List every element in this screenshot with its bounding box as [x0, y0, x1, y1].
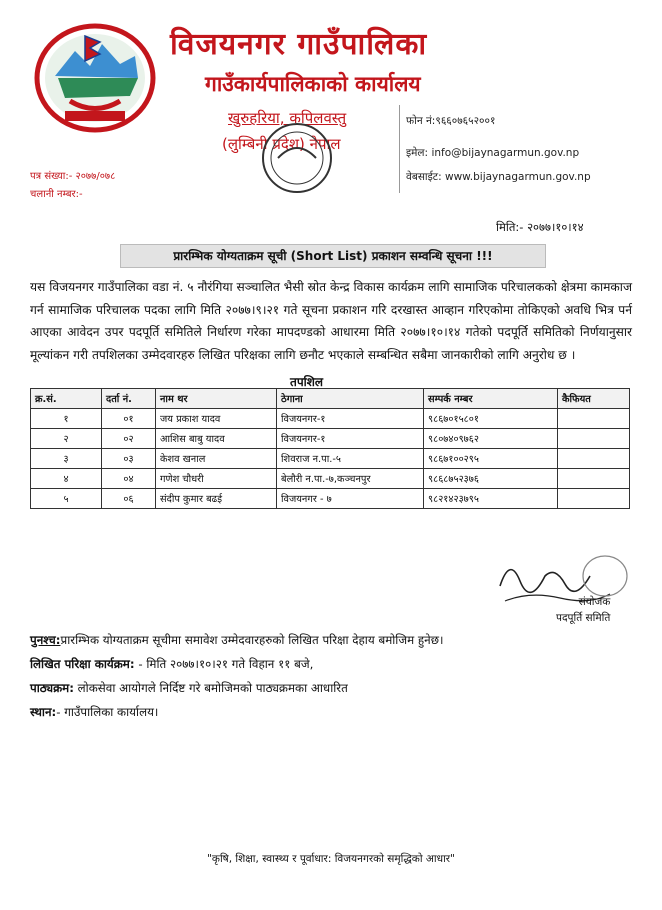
org-name: विजयनगर गाउँपालिका: [170, 27, 428, 62]
dispatch-number: चलानी नम्बर:-: [30, 189, 83, 200]
exam-text: - मिति २०७७।१०।२१ गते विहान ११ बजे,: [134, 657, 314, 671]
table-row: १ ०१ जय प्रकाश यादव विजयनगर-१ ९८६७०१५८०१: [31, 409, 630, 429]
office-seal-icon: [258, 118, 336, 198]
ps-text: प्रारम्भिक योग्यताक्रम सूचीमा समावेश उम्मेदवारहरुको लिखित परिक्षा देहाय बमोजिम हुनेछ।: [60, 633, 444, 647]
syllabus-text: लोकसेवा आयोगले निर्दिष्ट गरे बमोजिमको पाठ्यक्रमका आधारित: [73, 681, 348, 695]
col-address: ठेगाना: [277, 389, 424, 409]
syllabus-line: [30, 680, 348, 696]
col-sn: क्र.सं.: [31, 389, 102, 409]
email-line: इमेल: info@bijaynagarmun.gov.np: [406, 147, 580, 159]
location: खुरुहरिया, कपिलवस्तु: [228, 109, 347, 127]
table-header-row: [31, 389, 630, 409]
shortlist-table: [30, 388, 630, 509]
committee-name: पदपूर्ति समिति: [556, 612, 611, 624]
exam-schedule-line: [30, 656, 313, 672]
table-row: २ ०२ आशिस बाबु यादव विजयनगर-१ ९८०७४०९७६२: [31, 429, 630, 449]
postscript-line: [30, 632, 443, 648]
venue-label: स्थान:: [30, 705, 57, 719]
table-title: तपशिल: [290, 375, 324, 389]
region: (लुम्बिनी प्रदेश) नेपाल: [222, 135, 341, 153]
header-divider: [399, 105, 400, 193]
notice-body: यस विजयनगर गाउँपालिका वडा नं. ५ नौरंगिया सञ्चालित भैसी स्रोत केन्द्र विकास कार्यक्रम लागि सामाजिक परिचालकको क्षेत्रमा कामकाज गर्न सामाजिक परिचालक पदका लागि मिति २०७७।९।२१ गते सूचना प्रकाशन गरि दरखास्त आव्हान गरिएकोमा तोकिएको अवधि भित्र पर्न आएका आवेदन उपर पदपूर्ति समितिले निर्धारण गरेका मापदण्डको आधारमा मिति २०७७।१०।१४ गतेको पदपूर्ति समितिको निर्णयानुसार मूल्यांकन गरी तपशिलका उम्मेदवारहरु लिखित परिक्षका लागि छनौट भएकाले सम्बन्धित सबैमा जानकारीको लागि अनुरोध छ ।: [30, 280, 632, 362]
website-line: वेबसाईट: www.bijaynagarmun.gov.np: [406, 171, 591, 183]
signatory-block: [556, 594, 610, 626]
table-row: ५ ०६ संदीप कुमार बढई विजयनगर - ७ ९८२१४२३७९५: [31, 489, 630, 509]
exam-label: लिखित परिक्षा कार्यक्रम:: [30, 657, 135, 671]
phone-line: फोन नं:९६६०७६५२००१: [406, 115, 496, 127]
col-contact: सम्पर्क नम्बर: [424, 389, 558, 409]
syllabus-label: पाठ्यक्रम:: [30, 681, 74, 695]
notice-date: मिति:- २०७७।१०।१४: [496, 220, 584, 234]
email-link[interactable]: info@bijaynagarmun.gov.np: [431, 147, 580, 159]
notice-title: प्रारम्भिक योग्यताक्रम सूची (Short List) प्रकाशन सम्वन्धि सूचना !!!: [120, 244, 546, 268]
phone-number: ९६६०७६५२००१: [435, 115, 496, 127]
venue-text: - गाउँपालिका कार्यालय।: [56, 705, 159, 719]
nepal-emblem-icon: [30, 16, 160, 136]
col-remarks: कैफियत: [558, 389, 630, 409]
col-reg-no: दर्ता नं.: [102, 389, 156, 409]
table-row: ४ ०४ गणेश चौधरी बेलौरी न.पा.-७,कञ्चनपुर ९८६८७५२३७६: [31, 469, 630, 489]
letter-number: पत्र संख्या:- २०७७/०७८: [30, 171, 116, 182]
venue-line: [30, 704, 158, 720]
col-name: नाम थर: [156, 389, 277, 409]
footer-slogan: "कृषि, शिक्षा, स्वास्थ्य र पूर्वाधार: विजयनगरको समृद्धिको आधार": [207, 853, 455, 865]
ps-label: पुनश्च:: [30, 633, 61, 647]
office-name: गाउँकार्यपालिकाको कार्यालय: [205, 72, 421, 96]
table-row: ३ ०३ केशव खनाल शिवराज न.पा.-५ ९८६७१००२९५: [31, 449, 630, 469]
website-link[interactable]: www.bijaynagarmun.gov.np: [444, 171, 591, 183]
signatory-role: संयोजक: [578, 596, 611, 608]
